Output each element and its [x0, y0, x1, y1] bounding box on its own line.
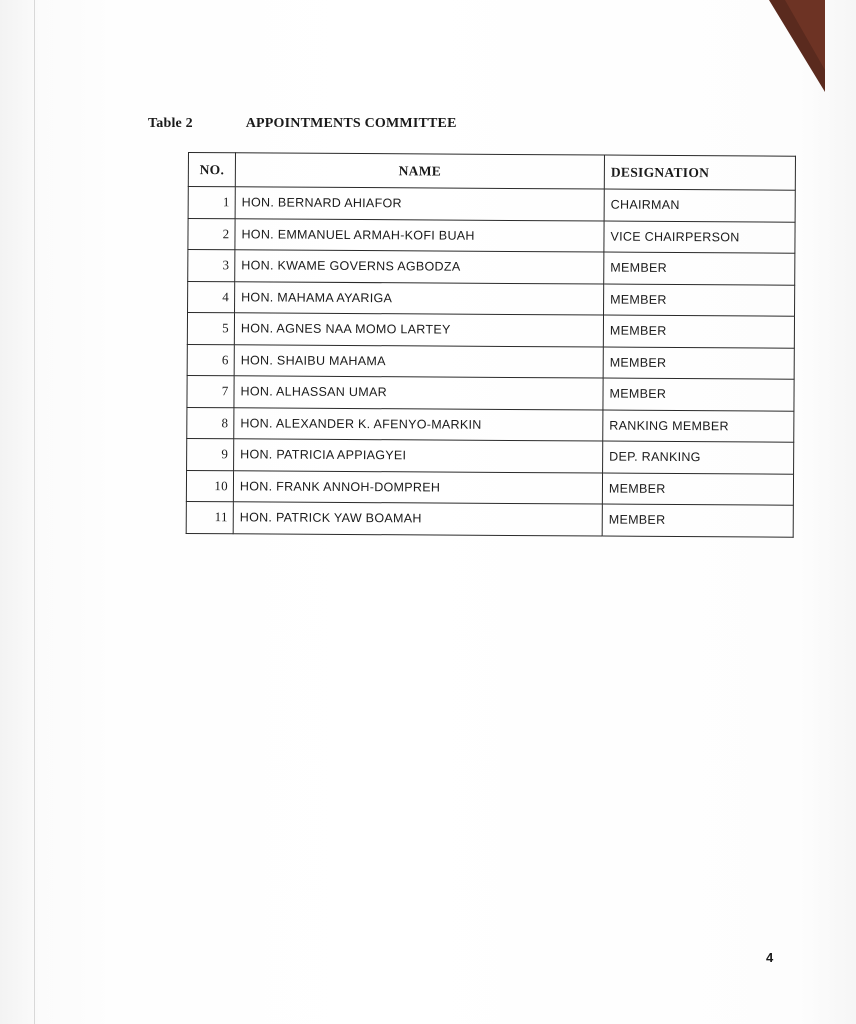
committee-table-wrapper: [186, 152, 798, 537]
table-title: APPOINTMENTS COMMITTEE: [245, 116, 457, 131]
page-number: 4: [766, 950, 774, 965]
folded-corner-highlight: [785, 0, 825, 70]
header-name: NAME: [235, 153, 604, 189]
table-row: [187, 407, 794, 442]
member-name: HON. BERNARD AHIAFOR: [235, 187, 604, 221]
table-row: [187, 375, 794, 410]
header-designation: DESIGNATION: [604, 155, 795, 190]
member-designation: MEMBER: [602, 473, 793, 506]
row-number: 5: [187, 313, 234, 345]
row-number: 7: [187, 375, 234, 407]
member-designation: MEMBER: [604, 284, 795, 317]
table-row: [186, 501, 793, 536]
table-row: [186, 470, 793, 505]
table-row: [187, 313, 794, 348]
row-number: 4: [188, 281, 235, 313]
member-name: HON. ALHASSAN UMAR: [234, 376, 603, 410]
member-name: HON. PATRICK YAW BOAMAH: [233, 502, 602, 536]
row-number: 2: [188, 218, 235, 250]
table-row: [187, 438, 794, 473]
table-row: [187, 344, 794, 379]
member-name: HON. EMMANUEL ARMAH-KOFI BUAH: [235, 218, 604, 252]
row-number: 10: [186, 470, 233, 502]
member-designation: CHAIRMAN: [604, 189, 795, 222]
row-number: 1: [188, 187, 235, 219]
row-number: 8: [187, 407, 234, 439]
member-name: HON. AGNES NAA MOMO LARTEY: [234, 313, 603, 347]
member-designation: MEMBER: [603, 347, 794, 380]
member-name: HON. KWAME GOVERNS AGBODZA: [235, 250, 604, 284]
member-designation: RANKING MEMBER: [603, 410, 794, 443]
table-caption: [148, 116, 457, 132]
member-designation: DEP. RANKING: [603, 441, 794, 474]
member-name: HON. FRANK ANNOH-DOMPREH: [233, 470, 602, 504]
member-designation: MEMBER: [602, 504, 793, 537]
table-header-row: [188, 153, 795, 191]
member-designation: MEMBER: [603, 315, 794, 348]
table-row: [188, 218, 795, 253]
member-name: HON. PATRICIA APPIAGYEI: [234, 439, 603, 473]
row-number: 9: [187, 438, 234, 470]
table-row: [188, 250, 795, 285]
row-number: 3: [188, 250, 235, 282]
header-no: NO.: [188, 153, 235, 187]
member-designation: MEMBER: [604, 252, 795, 285]
member-designation: MEMBER: [603, 378, 794, 411]
page-edge-shadow: [34, 0, 35, 1024]
row-number: 6: [187, 344, 234, 376]
committee-table: [186, 152, 796, 537]
member-name: HON. MAHAMA AYARIGA: [235, 281, 604, 315]
table-row: [188, 281, 795, 316]
member-name: HON. SHAIBU MAHAMA: [234, 344, 603, 378]
member-designation: VICE CHAIRPERSON: [604, 221, 795, 254]
table-label: Table 2: [148, 116, 193, 131]
member-name: HON. ALEXANDER K. AFENYO-MARKIN: [234, 407, 603, 441]
table-row: [188, 187, 795, 222]
row-number: 11: [186, 501, 233, 533]
